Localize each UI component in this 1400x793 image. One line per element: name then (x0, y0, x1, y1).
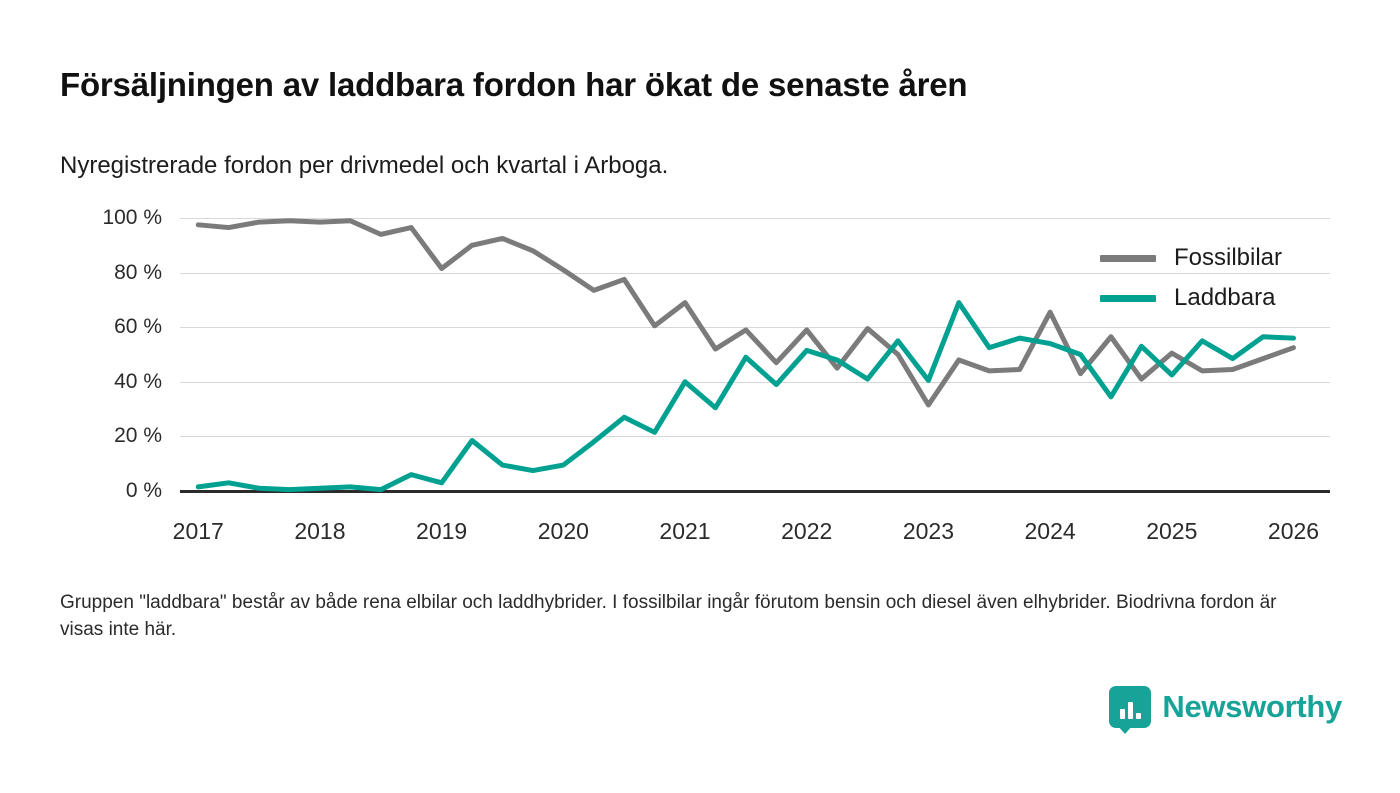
legend-swatch-laddbara (1100, 295, 1156, 302)
x-axis-tick-label: 2026 (1267, 518, 1320, 544)
x-axis-tick-label: 2024 (1024, 518, 1076, 544)
x-axis-tick-label: 2020 (537, 518, 589, 544)
chart-subtitle: Nyregistrerade fordon per drivmedel och kvartal i Arboga. (60, 152, 669, 179)
y-axis-tick-label: 80 % (114, 260, 162, 284)
y-axis-tick-label: 60 % (114, 315, 162, 339)
brand-logo (1109, 686, 1342, 728)
x-axis-tick-label: 2025 (1146, 518, 1198, 544)
page-title: Försäljningen av laddbara fordon har ökat de senaste åren (60, 66, 968, 103)
y-axis-tick-label: 100 % (102, 206, 162, 229)
brand-name: Newsworthy (1162, 689, 1342, 724)
legend-item-laddbara (1100, 278, 1330, 318)
legend-swatch-fossilbilar (1100, 255, 1156, 262)
chart-legend (1100, 238, 1330, 318)
x-axis-tick-label: 2017 (172, 518, 224, 544)
chart-container (60, 200, 1340, 544)
legend-item-fossilbilar (1100, 238, 1330, 278)
x-axis-tick-label: 2022 (781, 518, 833, 544)
y-axis-tick-label: 0 % (125, 479, 162, 502)
y-axis-tick-label: 20 % (114, 424, 162, 448)
x-axis-tick-label: 2021 (659, 518, 711, 544)
y-axis-tick-label: 40 % (114, 369, 162, 393)
x-axis-tick-label: 2019 (416, 518, 468, 544)
x-axis-tick-label: 2018 (294, 518, 346, 544)
legend-label-fossilbilar: Fossilbilar (1174, 244, 1283, 271)
bar-chart-icon (1109, 686, 1151, 728)
legend-label-laddbara: Laddbara (1174, 284, 1276, 311)
chart-footnote: Gruppen "laddbara" består av både rena elbilar och laddhybrider. I fossilbilar ingår förutom bensin och diesel även elhybrider. Biodrivna fordon är visas inte här. (60, 592, 1277, 640)
x-axis-tick-label: 2023 (902, 518, 954, 544)
